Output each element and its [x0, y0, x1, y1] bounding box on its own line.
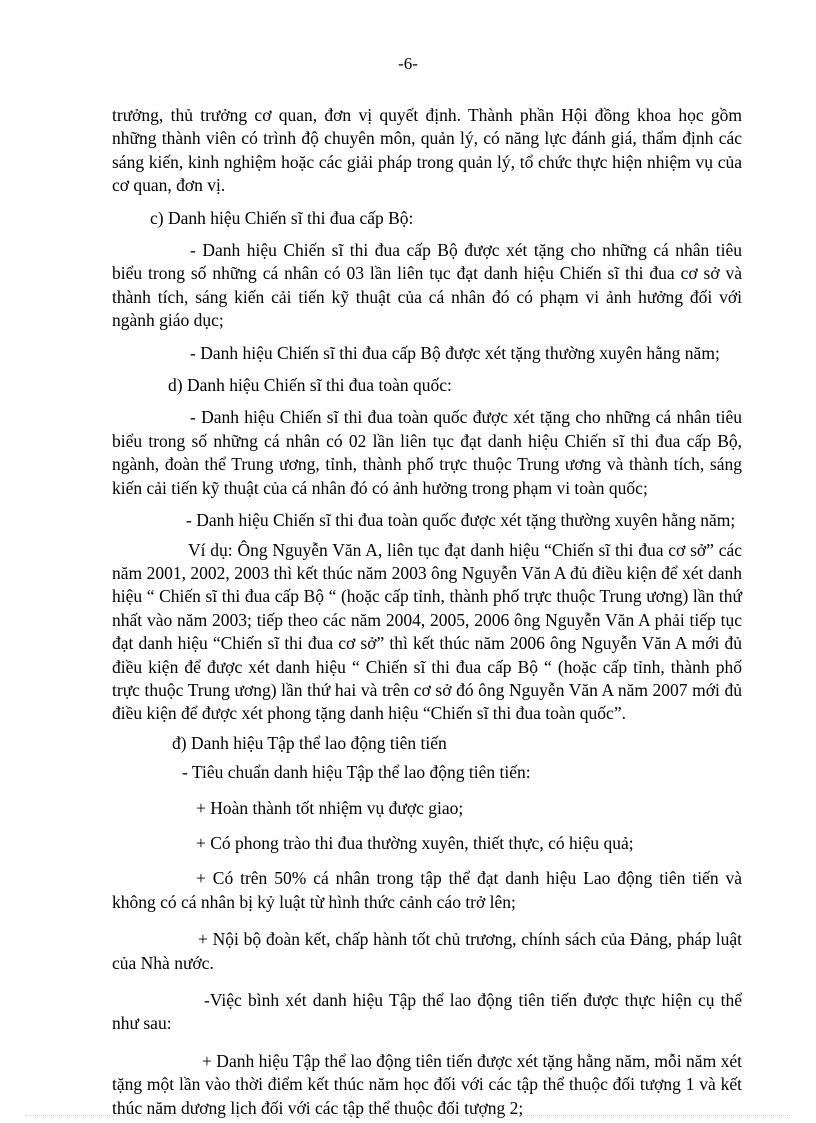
paragraph-collective-standards: - Tiêu chuẩn danh hiệu Tập thể lao động tiên tiến:	[182, 762, 531, 783]
heading-d-national-emulation: d) Danh hiệu Chiến sĩ thi đua toàn quốc:	[168, 375, 452, 396]
paragraph-council-composition: trưởng, thủ trưởng cơ quan, đơn vị quyết định. Thành phần Hội đồng khoa học gồm những thành viên có trình độ chuyên môn, quản lý, có năng lực đánh giá, thẩm định các sáng kiến, kinh nghiệm hoặc các giải pháp trong quản lý, tổ chức thực hiện nhiệm vụ của cơ quan, đơn vị.	[112, 105, 742, 196]
paragraph-evaluation-process: -Việc bình xét danh hiệu Tập thể lao động tiên tiến được thực hiện cụ thể như sau:	[112, 990, 742, 1034]
page-number: -6-	[398, 54, 418, 73]
list-item-internal-unity: + Nội bộ đoàn kết, chấp hành tốt chủ trương, chính sách của Đảng, pháp luật của Nhà nước.	[112, 929, 742, 973]
paragraph-national-criteria: - Danh hiệu Chiến sĩ thi đua toàn quốc được xét tặng cho những cá nhân tiêu biểu trong số những cá nhân có 02 lần liên tục đạt danh hiệu Chiến sĩ thi đua cấp Bộ, ngành, đoàn thể Trung ương, tỉnh, thành phố trực thuộc Trung ương và thành tích, sáng kiến cải tiến kỹ thuật của cá nhân đó có ảnh hưởng trong phạm vi toàn quốc;	[112, 407, 742, 498]
list-item-annual-award: + Danh hiệu Tập thể lao động tiên tiến được xét tặng hằng năm, mỗi năm xét tặng một lần vào thời điểm kết thúc năm học đối với các tập thể thuộc đối tượng 1 và kết thúc năm dương lịch đối với các tập thể thuộc đối tượng 2;	[112, 1050, 742, 1118]
paragraph-example: Ví dụ: Ông Nguyễn Văn A, liên tục đạt danh hiệu “Chiến sĩ thi đua cơ sở” các năm 2001, 2002, 2003 thì kết thúc năm 2003 ông Nguyễn Văn A đủ điều kiện để xét danh hiệu “ Chiến sĩ thi đua cấp Bộ “ (hoặc cấp tỉnh, thành phố trực thuộc Trung ương) lần thứ nhất vào năm 2003; tiếp theo các năm 2004, 2005, 2006 ông Nguyễn Văn A phải tiếp tục đạt danh hiệu “Chiến sĩ thi đua cơ sở” thì kết thúc năm 2006 ông Nguyễn Văn A mới đủ điều kiện để được xét danh hiệu “ Chiến sĩ thi đua cấp Bộ “ (hoặc cấp tỉnh, thành phố trực thuộc Trung ương) lần thứ hai và trên cơ sở đó ông Nguyễn Văn A năm 2007 mới đủ điều kiện để được xét phong tặng danh hiệu “Chiến sĩ thi đua toàn quốc”.	[112, 539, 742, 724]
paragraph-ministry-annual: - Danh hiệu Chiến sĩ thi đua cấp Bộ được xét tặng thường xuyên hằng năm;	[190, 342, 720, 363]
page-bottom-border	[26, 1115, 790, 1116]
document-body	[112, 104, 742, 1120]
paragraph-national-annual: - Danh hiệu Chiến sĩ thi đua toàn quốc được xét tặng thường xuyên hằng năm;	[186, 510, 736, 531]
list-item-complete-tasks: + Hoàn thành tốt nhiệm vụ được giao;	[196, 797, 464, 818]
heading-c-ministry-emulation: c) Danh hiệu Chiến sĩ thi đua cấp Bộ:	[150, 207, 414, 228]
list-item-fifty-percent: + Có trên 50% cá nhân trong tập thể đạt danh hiệu Lao động tiên tiến và không có cá nhân bị kỷ luật từ hình thức cảnh cáo trở lên;	[112, 868, 742, 912]
paragraph-ministry-criteria: - Danh hiệu Chiến sĩ thi đua cấp Bộ được xét tặng cho những cá nhân tiêu biểu trong số những cá nhân có 03 lần liên tục đạt danh hiệu Chiến sĩ thi đua cơ sở và thành tích, sáng kiến cải tiến kỹ thuật của cá nhân đó có phạm vi ảnh hưởng đối với ngành giáo dục;	[112, 240, 742, 331]
list-item-emulation-movement: + Có phong trào thi đua thường xuyên, thiết thực, có hiệu quả;	[196, 832, 634, 853]
heading-dd-advanced-collective: đ) Danh hiệu Tập thể lao động tiên tiến	[172, 732, 447, 753]
